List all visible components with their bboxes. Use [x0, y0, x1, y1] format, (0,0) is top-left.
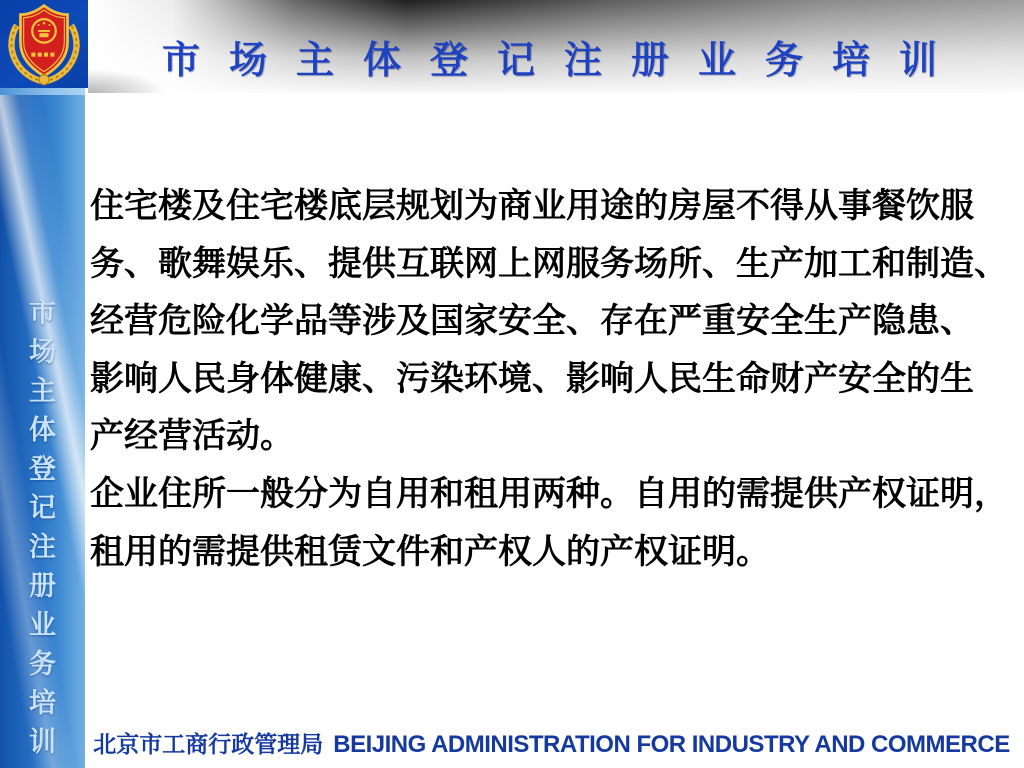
footer-organization-cn: 北京市工商行政管理局	[93, 731, 324, 757]
body-text	[90, 178, 1020, 581]
body-text-line: 经营危险化学品等涉及国家安全、存在严重安全生产隐患、	[90, 303, 974, 341]
industry-commerce-emblem-icon	[3, 1, 85, 87]
sidebar-vertical-title: 市场主体登记注册业务培训	[25, 298, 55, 766]
body-text-line: 住宅楼及住宅楼底层规划为商业用途的房屋不得从事餐饮服	[90, 188, 974, 225]
body-text-line: 务、歌舞娱乐、提供互联网上网服务场所、生产加工和制造、	[90, 245, 1008, 283]
body-text-line: 租用的需提供租赁文件和产权人的产权证明。	[90, 533, 770, 571]
title-bar	[88, 0, 1024, 93]
slide-body	[85, 93, 1024, 768]
footer-organization-en: BEIJING ADMINISTRATION FOR INDUSTRY AND COMMERCE	[333, 731, 1010, 758]
body-text-line: 产经营活动。	[90, 418, 294, 456]
emblem-panel	[0, 0, 88, 88]
footer	[85, 726, 1018, 759]
sidebar	[0, 88, 85, 768]
slide-title: 市场主体登记注册业务培训	[162, 40, 967, 82]
body-text-line: 企业住所一般分为自用和租用两种。自用的需提供产权证明，	[90, 475, 1008, 513]
body-text-line: 影响人民身体健康、污染环境、影响人民生命财产安全的生	[90, 360, 974, 398]
